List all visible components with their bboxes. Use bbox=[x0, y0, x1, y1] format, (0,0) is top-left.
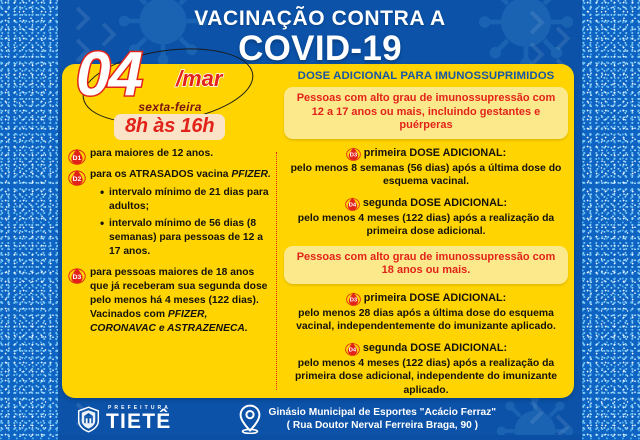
left-item-d3-vaccines: PFIZER, CORONAVAC e ASTRAZENECA. bbox=[90, 309, 248, 334]
dose-d3-droplet-icon bbox=[346, 146, 361, 161]
group2-dose2-title: segunda DOSE ADICIONAL: bbox=[362, 342, 508, 354]
right-speckle-band bbox=[582, 0, 640, 440]
group1-dose1-title: primeira DOSE ADICIONAL: bbox=[363, 147, 507, 159]
header-line-1: VACINAÇÃO CONTRA A bbox=[194, 7, 446, 30]
city-name: TIETÊ bbox=[106, 410, 172, 433]
location-text bbox=[269, 406, 497, 433]
left-item-d1 bbox=[68, 147, 272, 161]
group1-dose2-body: pelo menos 4 meses (122 dias) após a realização da primeira dose adicional. bbox=[297, 212, 555, 237]
dose-label: D4 bbox=[348, 347, 356, 354]
venue-address: ( Rua Doutor Nerval Ferreira Braga, 90 ) bbox=[286, 420, 478, 431]
dose-d2-droplet-icon bbox=[68, 168, 86, 186]
footer-bottom-bar bbox=[58, 435, 582, 440]
coat-of-arms-icon bbox=[76, 406, 101, 433]
poster-header bbox=[58, 0, 582, 68]
group2-dose1-title: primeira DOSE ADICIONAL: bbox=[363, 292, 507, 304]
group2-dose2-title-row bbox=[284, 341, 568, 356]
dose-d4-droplet-icon bbox=[345, 341, 360, 356]
list-item: • intervalo mínimo de 56 dias (8 semanas) para pessoas de 12 a 17 anos. bbox=[100, 217, 272, 259]
venue-name: Ginásio Municipal de Esportes "Acácio Ferraz" bbox=[268, 406, 497, 418]
list-item: • intervalo mínimo de 21 dias para adultos; bbox=[100, 186, 272, 214]
date-month: /mar bbox=[176, 66, 223, 91]
group2-dose2-body: pelo menos 4 meses (122 dias) após a realização da primeira dose adicional, independente do imunizante aplicado. bbox=[294, 357, 558, 396]
left-item-d2 bbox=[68, 168, 272, 259]
dose-label: D4 bbox=[348, 202, 356, 209]
dose-label: D1 bbox=[72, 154, 82, 162]
city-logo-text bbox=[106, 406, 172, 432]
left-item-d3-text: para pessoas maiores de 18 anos que já receberam sua segunda dose pelo menos há 4 meses (122 dias). Vacinados com bbox=[90, 267, 268, 320]
dose-label: D3 bbox=[349, 297, 357, 304]
group2-dose1-title-row bbox=[284, 291, 568, 306]
right-column bbox=[284, 70, 568, 394]
prefecture-label: PREFEITURA bbox=[108, 405, 171, 411]
group1-dose1-title-row bbox=[284, 146, 568, 161]
left-item-d2-text: para os ATRASADOS vacina bbox=[90, 169, 232, 180]
header-line-2: COVID-19 bbox=[238, 29, 402, 68]
dose-d3-droplet-icon bbox=[346, 291, 361, 306]
highlight-box-group1: Pessoas com alto grau de imunossupressão com 12 a 17 anos ou mais, incluindo gestantes e puérperas bbox=[284, 87, 568, 139]
map-pin-icon bbox=[238, 404, 262, 434]
date-day: 04 bbox=[76, 40, 141, 109]
dose-d4-droplet-icon bbox=[345, 196, 360, 211]
group1-dose2-title: segunda DOSE ADICIONAL: bbox=[362, 197, 508, 209]
right-column-heading: DOSE ADICIONAL PARA IMUNOSSUPRIMIDOS bbox=[297, 70, 555, 82]
dose-label: D2 bbox=[72, 175, 82, 183]
left-column bbox=[68, 40, 272, 396]
left-item-d1-text: para maiores de 12 anos. bbox=[90, 148, 214, 159]
city-logo bbox=[76, 406, 172, 433]
poster-footer bbox=[58, 398, 582, 440]
group2-dose1-body: pelo menos 28 dias após a última dose do esquema vacinal, independentemente do imunizante aplicado. bbox=[296, 307, 556, 332]
left-speckle-band bbox=[0, 0, 58, 440]
group1-dose1-body: pelo menos 8 semanas (56 dias) após a última dose do esquema vacinal. bbox=[290, 162, 562, 187]
dose-d1-droplet-icon bbox=[68, 147, 86, 165]
date-hours: 8h às 16h bbox=[114, 114, 225, 140]
left-item-d3 bbox=[68, 266, 272, 336]
location-info bbox=[238, 404, 497, 434]
left-item-d2-sublist bbox=[100, 186, 272, 259]
date-weekday: sexta-feira bbox=[138, 100, 202, 114]
dose-label: D3 bbox=[72, 273, 82, 281]
dose-label: D3 bbox=[349, 152, 357, 159]
column-divider bbox=[276, 152, 277, 390]
dose-d3-droplet-icon bbox=[68, 266, 86, 284]
group1-dose2-title-row bbox=[284, 196, 568, 211]
left-item-d2-vaccine: PFIZER. bbox=[231, 169, 271, 180]
highlight-box-group2: Pessoas com alto grau de imunossupressão com 18 anos ou mais. bbox=[284, 246, 568, 284]
